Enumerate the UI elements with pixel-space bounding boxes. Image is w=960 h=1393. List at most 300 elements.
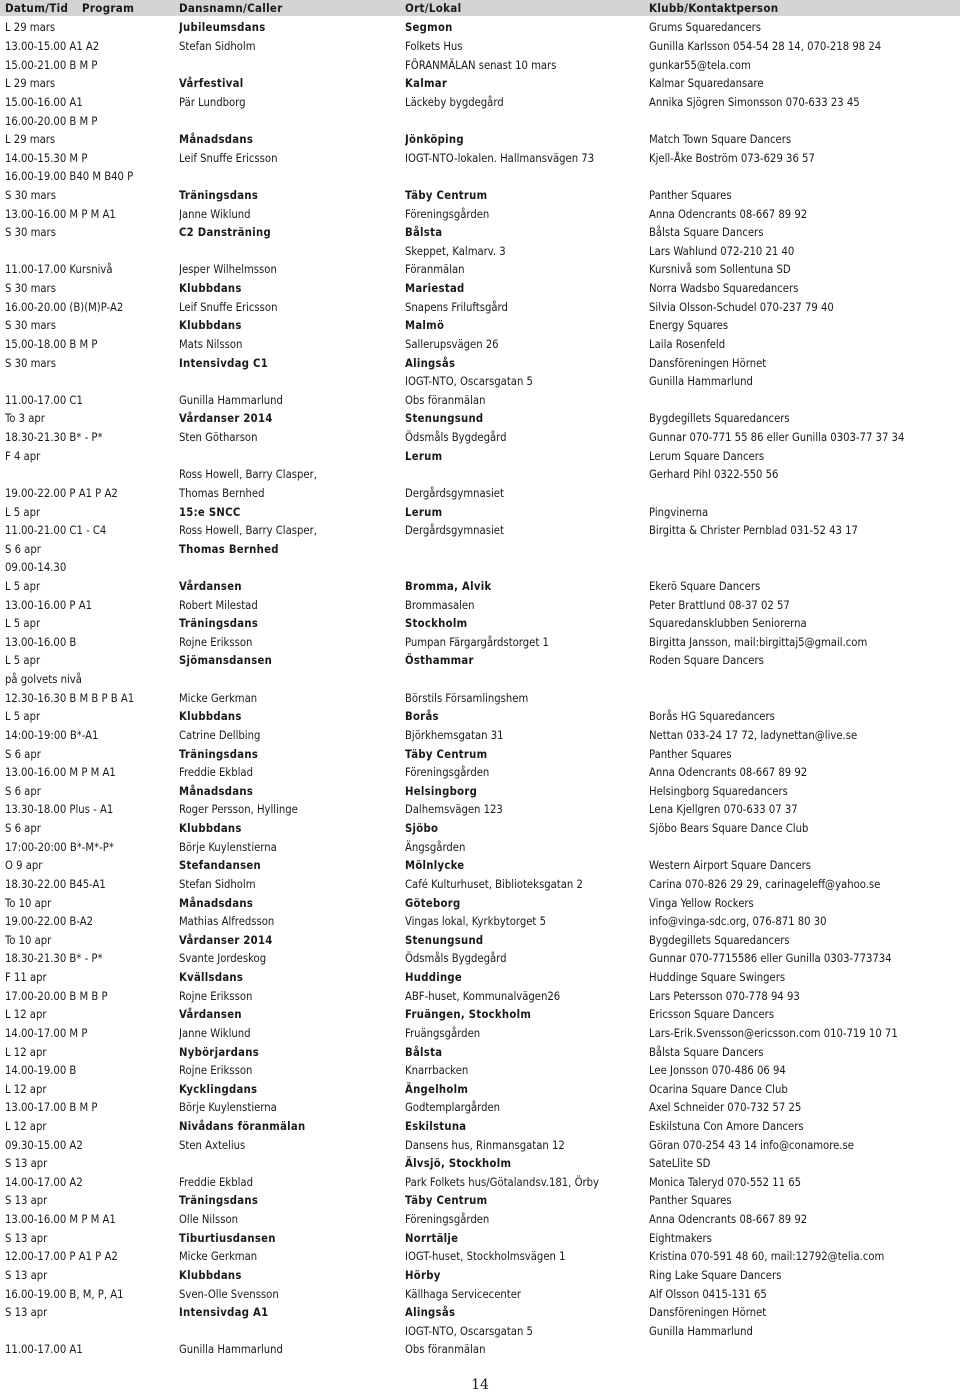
table-row [0, 373, 960, 392]
date-time-cell: 14.00-17.00 A2 [5, 1175, 83, 1189]
date-time-cell: F 4 apr [5, 449, 41, 463]
club-contact-cell: Lerum Square Dancers [649, 449, 765, 463]
club-contact-cell: Panther Squares [649, 1194, 732, 1208]
dance-caller-cell: Micke Gerkman [179, 691, 258, 705]
dance-caller-cell: Leif Snuffe Ericsson [179, 151, 278, 165]
club-contact-cell: Gunnar 070-7715586 eller Gunilla 0303-773734 [649, 952, 892, 966]
location-cell: Pumpan Färgargårdstorget 1 [405, 635, 549, 649]
date-time-cell: S 13 apr [5, 1157, 48, 1171]
table-row [0, 1062, 960, 1081]
date-time-cell: 13.00-16.00 B [5, 635, 77, 649]
table-row [0, 1099, 960, 1118]
dance-caller-cell: Klubbdans [179, 822, 242, 836]
location-cell: Stenungsund [405, 412, 484, 426]
dance-caller-cell: Svante Jordeskog [179, 952, 267, 966]
location-cell: Täby Centrum [405, 1194, 488, 1208]
dance-caller-cell: C2 Dansträning [179, 226, 271, 240]
dance-caller-cell: Mats Nilsson [179, 337, 243, 351]
location-cell: Park Folkets hus/Götalandsv.181, Örby [405, 1175, 599, 1189]
date-time-cell: 11.00-17.00 A1 [5, 1343, 83, 1357]
dance-caller-cell: Stefan Sidholm [179, 877, 256, 891]
dance-caller-cell: Stefandansen [179, 859, 261, 873]
table-row [0, 783, 960, 802]
table-row [0, 19, 960, 38]
dance-caller-cell: Kycklingdans [179, 1082, 258, 1096]
table-row [0, 1341, 960, 1360]
date-time-cell: 15.00-18.00 B M P [5, 337, 98, 351]
club-contact-cell: Pingvinerna [649, 505, 709, 519]
table-row [0, 168, 960, 187]
club-contact-cell: Gunilla Karlsson 054-54 28 14, 070-218 98 24 [649, 40, 882, 54]
dance-caller-cell: Janne Wiklund [179, 1026, 251, 1040]
table-row [0, 224, 960, 243]
dance-caller-cell: Catrine Dellbing [179, 728, 261, 742]
club-contact-cell: Kalmar Squaredansare [649, 77, 764, 91]
dance-caller-cell: Rojne Eriksson [179, 989, 253, 1003]
table-row [0, 820, 960, 839]
table-row [0, 280, 960, 299]
table-row [0, 1248, 960, 1267]
table-row [0, 1211, 960, 1230]
date-time-cell: 13.00-16.00 P A1 [5, 598, 92, 612]
club-contact-cell: Bålsta Square Dancers [649, 1045, 764, 1059]
location-cell: Källhaga Servicecenter [405, 1287, 522, 1301]
club-contact-cell: Gerhard Pihl 0322-550 56 [649, 468, 779, 482]
location-cell: Ängelholm [405, 1082, 469, 1096]
table-row [0, 801, 960, 820]
club-contact-cell: Peter Brattlund 08-37 02 57 [649, 598, 790, 612]
location-cell: Brommasalen [405, 598, 475, 612]
location-cell: Östhammar [405, 654, 474, 668]
location-cell: Snapens Friluftsgård [405, 300, 508, 314]
date-time-cell: L 12 apr [5, 1119, 47, 1133]
dance-caller-cell: Tiburtiusdansen [179, 1231, 276, 1245]
dance-caller-cell: Vårdansen [179, 1008, 242, 1022]
location-cell: Bålsta [405, 1045, 443, 1059]
club-contact-cell: Panther Squares [649, 188, 732, 202]
dance-caller-cell: Rojne Eriksson [179, 1064, 253, 1078]
club-contact-cell: Eightmakers [649, 1231, 712, 1245]
table-row [0, 1323, 960, 1342]
table-row [0, 727, 960, 746]
location-cell: Fruängen, Stockholm [405, 1008, 532, 1022]
table-row [0, 261, 960, 280]
location-cell: Ödsmåls Bygdegård [405, 952, 507, 966]
club-contact-cell: Norra Wadsbo Squaredancers [649, 282, 799, 296]
table-row [0, 410, 960, 429]
date-time-cell: 11.00-21.00 C1 - C4 [5, 524, 107, 538]
table-row [0, 504, 960, 523]
location-cell: Kalmar [405, 77, 448, 91]
date-time-cell: 09.00-14.30 [5, 561, 67, 575]
date-time-cell: S 13 apr [5, 1194, 48, 1208]
dance-caller-cell: Thomas Bernhed [179, 542, 279, 556]
date-time-cell: 14.00-17.00 M P [5, 1026, 88, 1040]
club-contact-cell: Bygdegillets Squaredancers [649, 412, 790, 426]
date-time-cell: L 29 mars [5, 133, 56, 147]
table-row [0, 969, 960, 988]
club-contact-cell: Panther Squares [649, 747, 732, 761]
location-cell: Stenungsund [405, 933, 484, 947]
table-row [0, 671, 960, 690]
date-time-cell: 13.00-15.00 A1 A2 [5, 40, 100, 54]
header-klubb-kontaktperson: Klubb/Kontaktperson [649, 1, 779, 15]
dance-caller-cell: Robert Milestad [179, 598, 258, 612]
table-row [0, 597, 960, 616]
date-time-cell: S 30 mars [5, 282, 56, 296]
date-time-cell: S 30 mars [5, 226, 56, 240]
club-contact-cell: Huddinge Square Swingers [649, 971, 786, 985]
date-time-cell: 17.00-20.00 B M B P [5, 989, 108, 1003]
club-contact-cell: Birgitta & Christer Pernblad 031-52 43 17 [649, 524, 858, 538]
date-time-cell: 13.00-16.00 M P M A1 [5, 766, 116, 780]
club-contact-cell: Lars Petersson 070-778 94 93 [649, 989, 800, 1003]
table-row [0, 206, 960, 225]
date-time-cell: L 5 apr [5, 710, 41, 724]
location-cell: Lerum [405, 505, 443, 519]
table-row [0, 876, 960, 895]
date-time-cell: L 5 apr [5, 580, 41, 593]
club-contact-cell: Kristina 070-591 48 60, mail:12792@telia.com [649, 1250, 885, 1264]
table-row [0, 429, 960, 448]
date-time-cell: 09.30-15.00 A2 [5, 1138, 83, 1152]
date-time-cell: 18.30-21.30 B* - P* [5, 431, 103, 445]
dance-caller-cell: Vårdanser 2014 [179, 412, 273, 426]
dance-caller-cell: Freddie Ekblad [179, 1175, 253, 1189]
table-row [0, 94, 960, 113]
table-row [0, 1230, 960, 1249]
table-row [0, 913, 960, 932]
club-contact-cell: Silvia Olsson-Schudel 070-237 79 40 [649, 300, 834, 314]
location-cell: Dalhemsvägen 123 [405, 803, 503, 817]
location-cell: Segmon [405, 21, 453, 35]
location-cell: Skeppet, Kalmarv. 3 [405, 244, 506, 258]
club-contact-cell: Anna Odencrants 08-667 89 92 [649, 207, 808, 221]
club-contact-cell: Bålsta Square Dancers [649, 226, 764, 240]
dance-caller-cell: Sten Axtelius [179, 1138, 246, 1152]
table-row [0, 988, 960, 1007]
table-row [0, 950, 960, 969]
club-contact-cell: Birgitta Jansson, mail:birgittaj5@gmail.com [649, 635, 868, 649]
table-row [0, 38, 960, 57]
table-row [0, 839, 960, 858]
table-row [0, 1174, 960, 1193]
date-time-cell: F 11 apr [5, 971, 47, 985]
dance-caller-cell: Ross Howell, Barry Clasper, [179, 524, 317, 538]
table-row [0, 355, 960, 374]
location-cell: Börstils Församlingshem [405, 691, 529, 705]
club-contact-cell: Göran 070-254 43 14 info@conamore.se [649, 1138, 854, 1152]
location-cell: Bålsta [405, 226, 443, 240]
table-row [0, 1081, 960, 1100]
dance-caller-cell: Träningsdans [179, 188, 259, 202]
table-row [0, 1025, 960, 1044]
date-time-cell: L 29 mars [5, 77, 56, 91]
location-cell: Malmö [405, 319, 445, 333]
table-row [0, 1155, 960, 1174]
club-contact-cell: Laila Rosenfeld [649, 337, 726, 351]
dance-caller-cell: Börje Kuylenstierna [179, 840, 277, 854]
dance-caller-cell: Träningsdans [179, 1194, 259, 1208]
dance-caller-cell: Roger Persson, Hyllinge [179, 803, 298, 817]
table-row [0, 448, 960, 467]
location-cell: Sjöbo [405, 822, 439, 836]
header-program: Program [82, 1, 135, 15]
date-time-cell: S 30 mars [5, 356, 56, 370]
dance-caller-cell: Månadsdans [179, 784, 254, 798]
date-time-cell: To 3 apr [5, 412, 45, 426]
table-row [0, 764, 960, 783]
dance-caller-cell: Månadsdans [179, 133, 254, 147]
date-time-cell: 16.00-19.00 B40 M B40 P [5, 170, 134, 184]
table-row [0, 652, 960, 671]
dance-caller-cell: Gunilla Hammarlund [179, 393, 283, 407]
dance-caller-cell: Leif Snuffe Ericsson [179, 300, 278, 314]
location-cell: Sallerupsvägen 26 [405, 337, 499, 351]
dance-caller-cell: Sven-Olle Svensson [179, 1287, 279, 1301]
club-contact-cell: Dansföreningen Hörnet [649, 1306, 767, 1320]
dance-caller-cell: Vårdanser 2014 [179, 933, 273, 947]
club-contact-cell: Anna Odencrants 08-667 89 92 [649, 766, 808, 780]
club-contact-cell: Helsingborg Squaredancers [649, 784, 788, 798]
location-cell: Obs föranmälan [405, 393, 486, 407]
location-cell: Vingas lokal, Kyrkbytorget 5 [405, 915, 546, 929]
club-contact-cell: Lars Wahlund 072-210 21 40 [649, 244, 795, 258]
table-row [0, 336, 960, 355]
location-cell: ABF-huset, Kommunalvägen26 [405, 989, 561, 1003]
club-contact-cell: Energy Squares [649, 319, 729, 333]
date-time-cell: S 30 mars [5, 188, 56, 202]
club-contact-cell: Ocarina Square Dance Club [649, 1082, 788, 1096]
dance-caller-cell: Pär Lundborg [179, 95, 246, 109]
date-time-cell: 15.00-16.00 A1 [5, 95, 83, 109]
location-cell: Täby Centrum [405, 188, 488, 202]
table-row [0, 75, 960, 94]
date-time-cell: 18.30-21.30 B* - P* [5, 952, 103, 966]
club-contact-cell: Gunilla Hammarlund [649, 375, 753, 389]
date-time-cell: 18.30-22.00 B45-A1 [5, 877, 106, 891]
club-contact-cell: Alf Olsson 0415-131 65 [649, 1287, 767, 1301]
dance-caller-cell: Jubileumsdans [179, 21, 266, 35]
table-row [0, 1118, 960, 1137]
location-cell: Fruängsgården [405, 1026, 481, 1040]
dance-caller-cell: Vårfestival [179, 77, 244, 91]
table-row [0, 317, 960, 336]
dance-caller-cell: Janne Wiklund [179, 207, 251, 221]
club-contact-cell: Monica Taleryd 070-552 11 65 [649, 1175, 802, 1189]
date-time-cell: 19.00-22.00 B-A2 [5, 915, 94, 929]
date-time-cell: O 9 apr [5, 859, 43, 873]
table-row [0, 857, 960, 876]
table-row [0, 895, 960, 914]
location-cell: Norrtälje [405, 1231, 459, 1245]
location-cell: Älvsjö, Stockholm [405, 1157, 512, 1171]
date-time-cell: L 29 mars [5, 21, 56, 35]
date-time-cell: L 12 apr [5, 1082, 47, 1096]
club-contact-cell: Match Town Square Dancers [649, 133, 792, 147]
club-contact-cell: Ring Lake Square Dancers [649, 1268, 782, 1282]
table-row [0, 708, 960, 727]
location-cell: Föreningsgården [405, 1213, 490, 1227]
table-row [0, 559, 960, 578]
club-contact-cell: Western Airport Square Dancers [649, 859, 812, 873]
date-time-cell: 14.00-19.00 B [5, 1064, 77, 1078]
location-cell: Dergårdsgymnasiet [405, 524, 504, 538]
table-row [0, 150, 960, 169]
date-time-cell: 12.00-17.00 P A1 P A2 [5, 1250, 118, 1264]
location-cell: IOGT-NTO, Oscarsgatan 5 [405, 1324, 533, 1338]
date-time-cell: L 12 apr [5, 1045, 47, 1059]
dance-caller-cell: Klubbdans [179, 282, 242, 296]
date-time-cell: 16.00-20.00 (B)(M)P-A2 [5, 300, 124, 314]
location-cell: IOGT-NTO, Oscarsgatan 5 [405, 375, 533, 389]
date-time-cell: 13.00-17.00 B M P [5, 1101, 98, 1115]
club-contact-cell: Roden Square Dancers [649, 654, 764, 668]
date-time-cell: S 13 apr [5, 1268, 48, 1282]
page-number: 14 [471, 1377, 489, 1393]
location-cell: Café Kulturhuset, Biblioteksgatan 2 [405, 877, 583, 891]
table-row [0, 243, 960, 262]
date-time-cell: 16.00-19.00 B, M, P, A1 [5, 1287, 124, 1301]
table-row [0, 1304, 960, 1323]
date-time-cell: 15.00-21.00 B M P [5, 58, 98, 72]
date-time-cell: S 6 apr [5, 784, 41, 798]
club-contact-cell: Nettan 033-24 17 72, ladynettan@live.se [649, 728, 858, 742]
table-row [0, 746, 960, 765]
location-cell: Göteborg [405, 896, 461, 910]
location-cell: Ängsgården [405, 840, 466, 854]
location-cell: Huddinge [405, 971, 463, 985]
date-time-cell: på golvets nivå [5, 673, 82, 687]
table-row [0, 932, 960, 951]
location-cell: Björkhemsgatan 31 [405, 728, 504, 742]
location-cell: Föreningsgården [405, 207, 490, 221]
table-row [0, 57, 960, 76]
dance-caller-cell: Månadsdans [179, 896, 254, 910]
dance-caller-cell: Micke Gerkman [179, 1250, 258, 1264]
header-datum-tid: Datum/Tid [5, 1, 69, 15]
dance-caller-cell: Mathias Alfredsson [179, 915, 275, 929]
table-row [0, 578, 960, 597]
location-cell: Lerum [405, 449, 443, 463]
dance-caller-cell: Intensivdag A1 [179, 1306, 269, 1320]
date-time-cell: S 13 apr [5, 1306, 48, 1320]
club-contact-cell: Sjöbo Bears Square Dance Club [649, 822, 809, 836]
dance-caller-cell: Träningsdans [179, 747, 259, 761]
location-cell: Jönköping [405, 133, 464, 147]
club-contact-cell: Ekerö Square Dancers [649, 580, 761, 593]
club-contact-cell: Gunnar 070-771 55 86 eller Gunilla 0303-77 37 34 [649, 431, 905, 445]
location-cell: Täby Centrum [405, 747, 488, 761]
club-contact-cell: SateLlite SD [649, 1157, 711, 1171]
dance-caller-cell: Stefan Sidholm [179, 40, 256, 54]
dance-caller-cell: Klubbdans [179, 319, 242, 333]
location-cell: Borås [405, 710, 439, 724]
date-time-cell: L 5 apr [5, 617, 41, 631]
location-cell: Ödsmåls Bygdegård [405, 431, 507, 445]
dance-caller-cell: Gunilla Hammarlund [179, 1343, 283, 1357]
dance-caller-cell: Nivådans föranmälan [179, 1119, 306, 1133]
location-cell: Föranmälan [405, 263, 465, 277]
date-time-cell: To 10 apr [5, 896, 52, 910]
table-row [0, 522, 960, 541]
table-row [0, 541, 960, 560]
location-cell: Bromma, Alvik [405, 580, 492, 593]
table-row [0, 1137, 960, 1156]
table-row [0, 1006, 960, 1025]
table-row [0, 299, 960, 318]
table-row [0, 1192, 960, 1211]
club-contact-cell: Carina 070-826 29 29, carinageleff@yahoo.se [649, 877, 881, 891]
date-time-cell: 16.00-20.00 B M P [5, 114, 98, 128]
dance-caller-cell: Jesper Wilhelmsson [179, 263, 277, 277]
dance-caller-cell: 15:e SNCC [179, 505, 241, 519]
club-contact-cell: Kjell-Åke Boström 073-629 36 57 [649, 151, 815, 165]
location-cell: IOGT-NTO-lokalen. Hallmansvägen 73 [405, 151, 595, 165]
header-dansnamn-caller: Dansnamn/Caller [179, 1, 283, 15]
club-contact-cell: Grums Squaredancers [649, 21, 762, 35]
table-row [0, 392, 960, 411]
date-time-cell: S 13 apr [5, 1231, 48, 1245]
location-cell: IOGT-huset, Stockholmsvägen 1 [405, 1250, 566, 1264]
table-row [0, 1267, 960, 1286]
dance-caller-cell: Sten Götharson [179, 431, 258, 445]
club-contact-cell: Vinga Yellow Rockers [649, 896, 754, 910]
dance-caller-cell: Rojne Eriksson [179, 635, 253, 649]
date-time-cell: 13.30-18.00 Plus - A1 [5, 803, 114, 817]
club-contact-cell: Lars-Erik.Svensson@ericsson.com 010-719 10 71 [649, 1026, 898, 1040]
location-cell: Alingsås [405, 356, 456, 370]
dance-caller-cell: Vårdansen [179, 580, 242, 593]
date-time-cell: 13.00-16.00 M P M A1 [5, 207, 116, 221]
dance-caller-cell: Sjömansdansen [179, 654, 273, 668]
dance-caller-cell: Intensivdag C1 [179, 356, 269, 370]
location-cell: Folkets Hus [405, 40, 463, 54]
location-cell: Föreningsgården [405, 766, 490, 780]
club-contact-cell: Borås HG Squaredancers [649, 710, 775, 724]
dance-caller-cell: Börje Kuylenstierna [179, 1101, 277, 1115]
club-contact-cell: Ericsson Square Dancers [649, 1008, 775, 1022]
date-time-cell: 14:00-19:00 B*-A1 [5, 728, 99, 742]
club-contact-cell: Bygdegillets Squaredancers [649, 933, 790, 947]
header-ort-lokal: Ort/Lokal [405, 1, 462, 15]
location-cell: Mölnlycke [405, 859, 465, 873]
dance-caller-cell: Ross Howell, Barry Clasper, [179, 468, 317, 482]
location-cell: Knarrbacken [405, 1064, 469, 1078]
table-header [0, 0, 960, 16]
table-row [0, 485, 960, 504]
club-contact-cell: Squaredansklubben Seniorerna [649, 617, 807, 631]
location-cell: FÖRANMÄLAN senast 10 mars [405, 58, 557, 72]
club-contact-cell: Lee Jonsson 070-486 06 94 [649, 1064, 786, 1078]
dance-caller-cell: Träningsdans [179, 617, 259, 631]
dance-caller-cell: Kvällsdans [179, 971, 244, 985]
location-cell: Hörby [405, 1268, 441, 1282]
location-cell: Dergårdsgymnasiet [405, 486, 504, 500]
location-cell: Eskilstuna [405, 1119, 467, 1133]
table-row [0, 131, 960, 150]
date-time-cell: S 6 apr [5, 822, 41, 836]
location-cell: Obs föranmälan [405, 1343, 486, 1357]
club-contact-cell: Axel Schneider 070-732 57 25 [649, 1101, 802, 1115]
club-contact-cell: Kursnivå som Sollentuna SD [649, 263, 791, 277]
table-row [0, 187, 960, 206]
date-time-cell: 13.00-16.00 M P M A1 [5, 1213, 116, 1227]
table-row [0, 634, 960, 653]
club-contact-cell: Dansföreningen Hörnet [649, 356, 767, 370]
dance-caller-cell: Klubbdans [179, 1268, 242, 1282]
date-time-cell: L 12 apr [5, 1008, 47, 1022]
